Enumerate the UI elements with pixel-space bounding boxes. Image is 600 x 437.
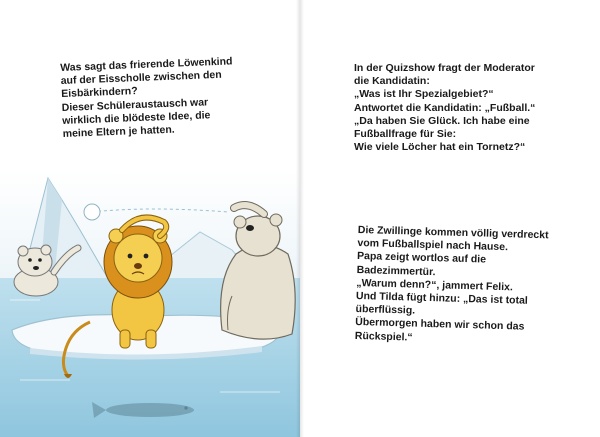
joke-line: Übermorgen haben wir schon das (355, 316, 525, 334)
joke-line: Fußballfrage für Sie: (354, 128, 457, 141)
joke-line: In der Quizshow fragt der Moderator (354, 62, 535, 74)
joke-line: überflüssig. (355, 303, 416, 317)
joke-line: „Warum denn?“, jammert Felix. (356, 276, 514, 294)
joke-line: Was sagt das frierende Löwenkind (60, 55, 233, 74)
joke-line: Wie viele Löcher hat ein Tornetz?“ (354, 141, 526, 154)
twins-joke-text (355, 224, 549, 348)
joke-line: vom Fußballspiel nach Hause. (357, 237, 509, 254)
joke-line: „Da haben Sie Glück. Ich habe eine (354, 114, 530, 127)
joke-line: wirklich die blödeste Idee, die (62, 109, 211, 127)
joke-line: Eisbärkindern? (61, 85, 138, 101)
joke-line: Rückspiel.“ (354, 329, 413, 344)
joke-line: Dieser Schüleraustausch war (61, 95, 209, 114)
quizshow-joke-text (354, 62, 535, 154)
joke-line: die Kandidatin: (354, 75, 430, 88)
joke-line: Die Zwillinge kommen völlig verdreckt (357, 224, 549, 242)
lion-joke-text (60, 55, 235, 141)
right-page (300, 0, 600, 437)
joke-line: Papa zeigt wortlos auf die (356, 250, 487, 266)
joke-line: Badezimmertür. (356, 263, 436, 278)
joke-line: „Was ist Ihr Spezialgebiet?“ (354, 88, 494, 101)
joke-line: auf der Eisscholle zwischen den (60, 69, 222, 88)
joke-line: Antwortet die Kandidatin: „Fußball.“ (354, 101, 536, 114)
polar-scene-illustration (0, 170, 300, 437)
book-gutter (296, 0, 304, 437)
joke-line: meine Eltern je hatten. (62, 123, 175, 140)
joke-line: Und Tilda fügt hinzu: „Das ist total (355, 289, 528, 307)
